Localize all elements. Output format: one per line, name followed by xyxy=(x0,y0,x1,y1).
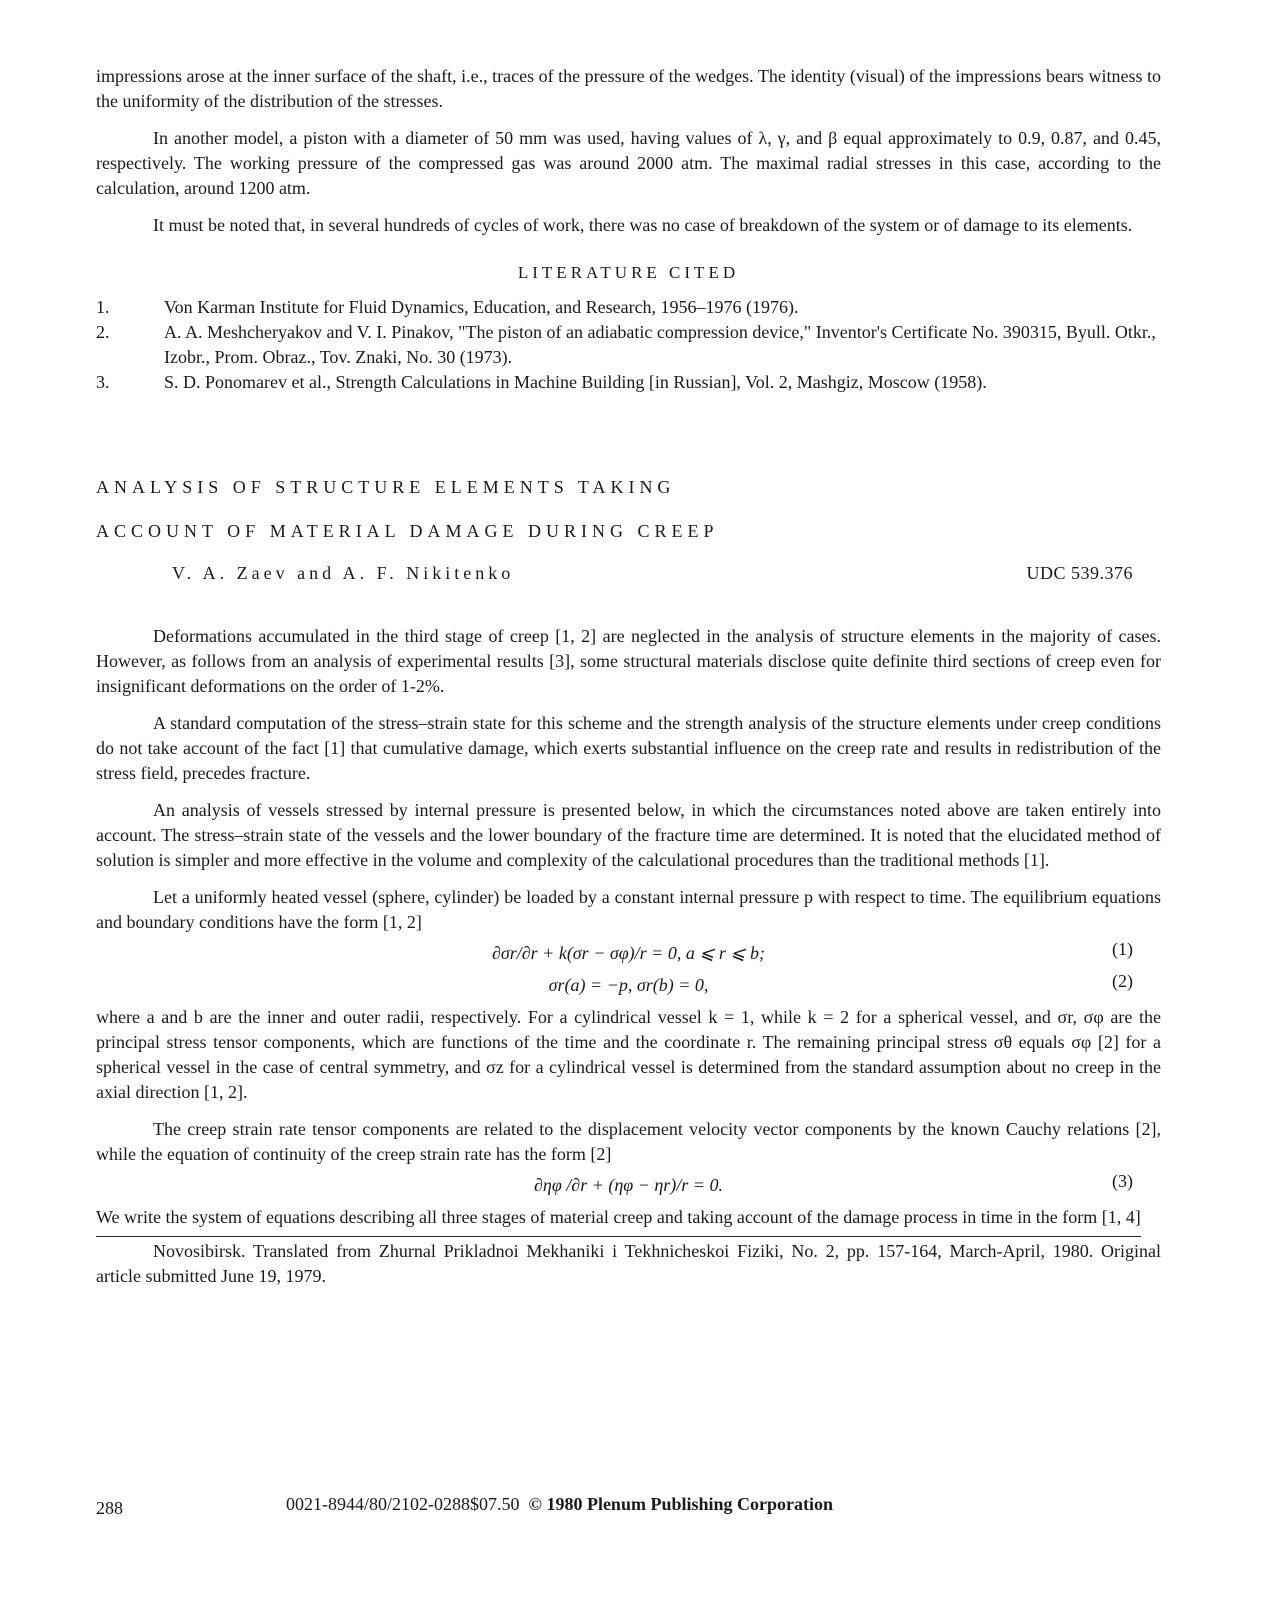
reference-number: 1. xyxy=(96,297,110,317)
publication-line xyxy=(286,1492,833,1517)
footnote: Novosibirsk. Translated from Zhurnal Prikladnoi Mekhaniki i Tekhnicheskoi Fiziki, No. 2, pp. 157-164, March-April, 1980. Original article submitted June 19, 1979. xyxy=(96,1241,1161,1286)
reference-item xyxy=(96,295,1161,320)
equation-2 xyxy=(96,973,1161,999)
intro-paragraph-2: In another model, a piston with a diameter of 50 mm was used, having values of λ, γ, and β equal approximately to 0.9, 0.87, and 0.45, respectively. The working pressure of the compressed gas was around 2000 atm. The maximal radial stresses in this case, according to the calculation, around 1200 atm. xyxy=(96,128,1161,198)
intro-paragraph-1: impressions arose at the inner surface of the shaft, i.e., traces of the pressure of the wedges. The identity (visual) of the impressions bears witness to the uniformity of the distribution of the stresses. xyxy=(96,66,1161,111)
reference-text: Von Karman Institute for Fluid Dynamics, Education, and Research, 1956–1976 (1976). xyxy=(164,297,799,317)
reference-number: 2. xyxy=(96,322,110,342)
equation-1 xyxy=(96,941,1161,967)
byline xyxy=(96,561,1161,586)
reference-item xyxy=(96,320,1161,370)
page-number: 288 xyxy=(96,1498,123,1518)
footnote-rule xyxy=(96,1236,1141,1237)
intro-paragraph-3: It must be noted that, in several hundreds of cycles of work, there was no case of breakdown of the system or of damage to its elements. xyxy=(153,215,1133,235)
equation-1-text: ∂σr/∂r + k(σr − σφ)/r = 0, a ⩽ r ⩽ b; xyxy=(492,943,765,963)
article-title xyxy=(96,465,1161,553)
reference-text: A. A. Meshcheryakov and V. I. Pinakov, "The piston of an adiabatic compression device," Inventor's Certificate No. 390315, Byull. Otkr., Izobr., Prom. Obraz., Tov. Znaki, No. 30 (1973). xyxy=(164,322,1156,367)
literature-title: LITERATURE CITED xyxy=(517,263,740,282)
body-paragraph-6: The creep strain rate tensor components are related to the displacement velocity vector components by the known Cauchy relations [2], while the equation of continuity of the creep strain rate has the form [2] xyxy=(96,1119,1161,1164)
body-paragraph-3: An analysis of vessels stressed by internal pressure is presented below, in which the circumstances noted above are taken entirely into account. The stress–strain state of the vessels and the lower boundary of the fracture time are determined. It is noted that the elucidated method of solution is simpler and more effective in the volume and complexity of the calculational procedures than the traditional methods [1]. xyxy=(96,800,1161,870)
body-paragraph-5: where a and b are the inner and outer radii, respectively. For a cylindrical vessel k = 1, while k = 2 for a spherical vessel, and σr, σφ are the principal stress tensor components, which are functions of the time and the coordinate r. The remaining principal stress σθ equals σφ [2] for a spherical vessel in the case of central symmetry, and σz for a cylindrical vessel is determined from the standard assumption about no creep in the axial direction [1, 2]. xyxy=(96,1007,1161,1102)
reference-text: S. D. Ponomarev et al., Strength Calculations in Machine Building [in Russian], Vol. 2, Mashgiz, Moscow (1958). xyxy=(164,372,987,392)
body-paragraph-4: Let a uniformly heated vessel (sphere, cylinder) be loaded by a constant internal pressure p with respect to time. The equilibrium equations and boundary conditions have the form [1, 2] xyxy=(96,887,1161,932)
article-title-line-1: ANALYSIS OF STRUCTURE ELEMENTS TAKING xyxy=(96,477,676,497)
equation-3-text: ∂ηφ /∂r + (ηφ − ηr)/r = 0. xyxy=(534,1175,723,1195)
equation-3 xyxy=(96,1173,1161,1199)
body-paragraph-1: Deformations accumulated in the third stage of creep [1, 2] are neglected in the analysis of structure elements in the majority of cases. However, as follows from an analysis of experimental results [3], some structural materials disclose quite definite third sections of creep even for insignificant deformations on the order of 1-2%. xyxy=(96,626,1161,696)
udc-code: UDC 539.376 xyxy=(1026,563,1133,583)
equation-1-number: (1) xyxy=(1112,939,1133,959)
article-title-line-2: ACCOUNT OF MATERIAL DAMAGE DURING CREEP xyxy=(96,521,719,541)
body-paragraph-7: We write the system of equations describing all three stages of material creep and taking account of the damage process in time in the form [1, 4] xyxy=(96,1207,1141,1227)
equation-2-number: (2) xyxy=(1112,971,1133,991)
copyright-notice: © 1980 Plenum Publishing Corporation xyxy=(528,1494,833,1514)
article-authors: V. A. Zaev and A. F. Nikitenko xyxy=(172,563,515,583)
article-code: 0021-8944/80/2102-0288$07.50 xyxy=(286,1494,520,1514)
article-body xyxy=(96,624,1161,1289)
reference-list xyxy=(96,295,1161,395)
reference-number: 3. xyxy=(96,372,110,392)
equation-2-text: σr(a) = −p, σr(b) = 0, xyxy=(548,975,709,995)
page-content xyxy=(96,64,1161,1289)
reference-item xyxy=(96,370,1161,395)
body-paragraph-2: A standard computation of the stress–strain state for this scheme and the strength analysis of the structure elements under creep conditions do not take account of the fact [1] that cumulative damage, which exerts substantial influence on the creep rate and results in redistribution of the stress field, precedes fracture. xyxy=(96,713,1161,783)
equation-3-number: (3) xyxy=(1112,1171,1133,1191)
